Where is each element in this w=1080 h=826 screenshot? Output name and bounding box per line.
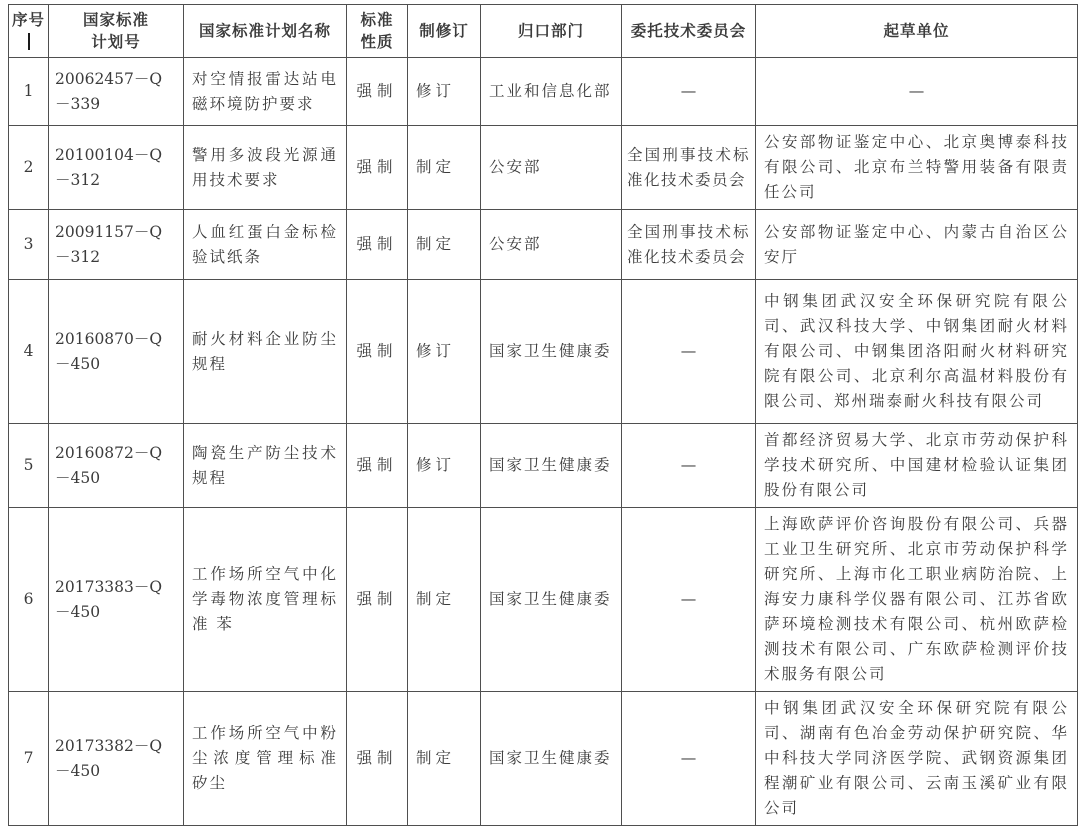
cell-department: 公安部 — [481, 210, 622, 280]
text-cursor — [28, 33, 30, 50]
table-row — [9, 280, 1078, 424]
table-body — [9, 58, 1078, 826]
standards-table — [8, 4, 1078, 826]
table-row — [9, 126, 1078, 210]
column-header-nature — [347, 5, 408, 58]
table-row — [9, 424, 1078, 508]
table-row — [9, 210, 1078, 280]
cell-action: 修订 — [408, 424, 481, 508]
cell-name: 耐火材料企业防尘规程 — [184, 280, 347, 424]
cell-index: 3 — [9, 210, 49, 280]
column-header-label: 国家标准 — [82, 11, 149, 29]
cell-drafters: 公安部物证鉴定中心、北京奥博泰科技有限公司、北京布兰特警用装备有限责任公司 — [756, 126, 1078, 210]
table-row — [9, 692, 1078, 826]
column-header-label: 起草单位 — [883, 22, 950, 40]
cell-department: 公安部 — [481, 126, 622, 210]
cell-nature: 强制 — [347, 424, 408, 508]
cell-action: 制定 — [408, 126, 481, 210]
cell-drafters: 上海欧萨评价咨询股份有限公司、兵器工业卫生研究所、北京市劳动保护科学研究所、上海市化工职业病防治院、上海安力康科学仪器有限公司、江苏省欧萨环境检测技术有限公司、杭州欧萨检测技术有限公司、广东欧萨检测评价技术服务有限公司 — [756, 508, 1078, 692]
cell-index: 5 — [9, 424, 49, 508]
cell-department: 国家卫生健康委 — [481, 280, 622, 424]
column-header-committee — [622, 5, 756, 58]
column-header-label: 委托技术委员会 — [630, 22, 747, 40]
cell-plan_no: 20062457－Q－339 — [49, 58, 184, 126]
cell-index: 1 — [9, 58, 49, 126]
cell-plan_no: 20160870－Q－450 — [49, 280, 184, 424]
cell-drafters: 中钢集团武汉安全环保研究院有限公司、武汉科技大学、中钢集团耐火材料有限公司、中钢集团洛阳耐火材料研究院有限公司、北京利尔高温材料股份有限公司、郑州瑞泰耐火科技有限公司 — [756, 280, 1078, 424]
cell-committee: — — [622, 58, 756, 126]
cell-committee: 全国刑事技术标准化技术委员会 — [622, 210, 756, 280]
cell-drafters: 中钢集团武汉安全环保研究院有限公司、湖南有色冶金劳动保护研究院、华中科技大学同济医学院、武钢资源集团程潮矿业有限公司、云南玉溪矿业有限公司 — [756, 692, 1078, 826]
cell-plan_no: 20091157－Q－312 — [49, 210, 184, 280]
cell-committee: — — [622, 692, 756, 826]
cell-committee: — — [622, 424, 756, 508]
cell-committee: 全国刑事技术标准化技术委员会 — [622, 126, 756, 210]
cell-index: 6 — [9, 508, 49, 692]
cell-committee: — — [622, 508, 756, 692]
column-header-department — [481, 5, 622, 58]
table-row — [9, 58, 1078, 126]
cell-drafters: 公安部物证鉴定中心、内蒙古自治区公安厅 — [756, 210, 1078, 280]
cell-nature: 强制 — [347, 58, 408, 126]
cell-plan_no: 20173383－Q－450 — [49, 508, 184, 692]
cell-name: 警用多波段光源通用技术要求 — [184, 126, 347, 210]
cell-plan_no: 20173382－Q－450 — [49, 692, 184, 826]
cell-action: 修订 — [408, 280, 481, 424]
cell-name: 人血红蛋白金标检验试纸条 — [184, 210, 347, 280]
cell-name: 陶瓷生产防尘技术规程 — [184, 424, 347, 508]
table-row — [9, 508, 1078, 692]
cell-index: 4 — [9, 280, 49, 424]
column-header-label: 归口部门 — [517, 22, 584, 40]
cell-name: 对空情报雷达站电磁环境防护要求 — [184, 58, 347, 126]
column-header-label: 国家标准计划名称 — [198, 22, 331, 40]
cell-nature: 强制 — [347, 280, 408, 424]
cell-action: 制定 — [408, 508, 481, 692]
cell-action: 制定 — [408, 210, 481, 280]
cell-nature: 强制 — [347, 126, 408, 210]
column-header-plan_no — [49, 5, 184, 58]
cell-action: 修订 — [408, 58, 481, 126]
cell-name: 工作场所空气中化学毒物浓度管理标准 苯 — [184, 508, 347, 692]
column-header-label: 标准 — [360, 11, 394, 29]
cell-department: 国家卫生健康委 — [481, 692, 622, 826]
cell-plan_no: 20160872－Q－450 — [49, 424, 184, 508]
column-header-label: 序号 — [11, 11, 45, 29]
column-header-action — [408, 5, 481, 58]
column-header-label: 性质 — [360, 33, 394, 51]
column-header-name — [184, 5, 347, 58]
cell-name: 工作场所空气中粉尘浓度管理标准 矽尘 — [184, 692, 347, 826]
cell-department: 国家卫生健康委 — [481, 508, 622, 692]
cell-drafters: 首都经济贸易大学、北京市劳动保护科学技术研究所、中国建材检验认证集团股份有限公司 — [756, 424, 1078, 508]
cell-action: 制定 — [408, 692, 481, 826]
header-row — [9, 5, 1078, 58]
cell-drafters: — — [756, 58, 1078, 126]
column-header-index — [9, 5, 49, 58]
column-header-label: 制修订 — [419, 22, 469, 40]
column-header-drafters — [756, 5, 1078, 58]
cell-nature: 强制 — [347, 210, 408, 280]
cell-department: 国家卫生健康委 — [481, 424, 622, 508]
cell-index: 7 — [9, 692, 49, 826]
column-header-label: 计划号 — [91, 33, 141, 51]
cell-department: 工业和信息化部 — [481, 58, 622, 126]
cell-plan_no: 20100104－Q－312 — [49, 126, 184, 210]
cell-nature: 强制 — [347, 692, 408, 826]
cell-nature: 强制 — [347, 508, 408, 692]
table-header — [9, 5, 1078, 58]
cell-committee: — — [622, 280, 756, 424]
cell-index: 2 — [9, 126, 49, 210]
